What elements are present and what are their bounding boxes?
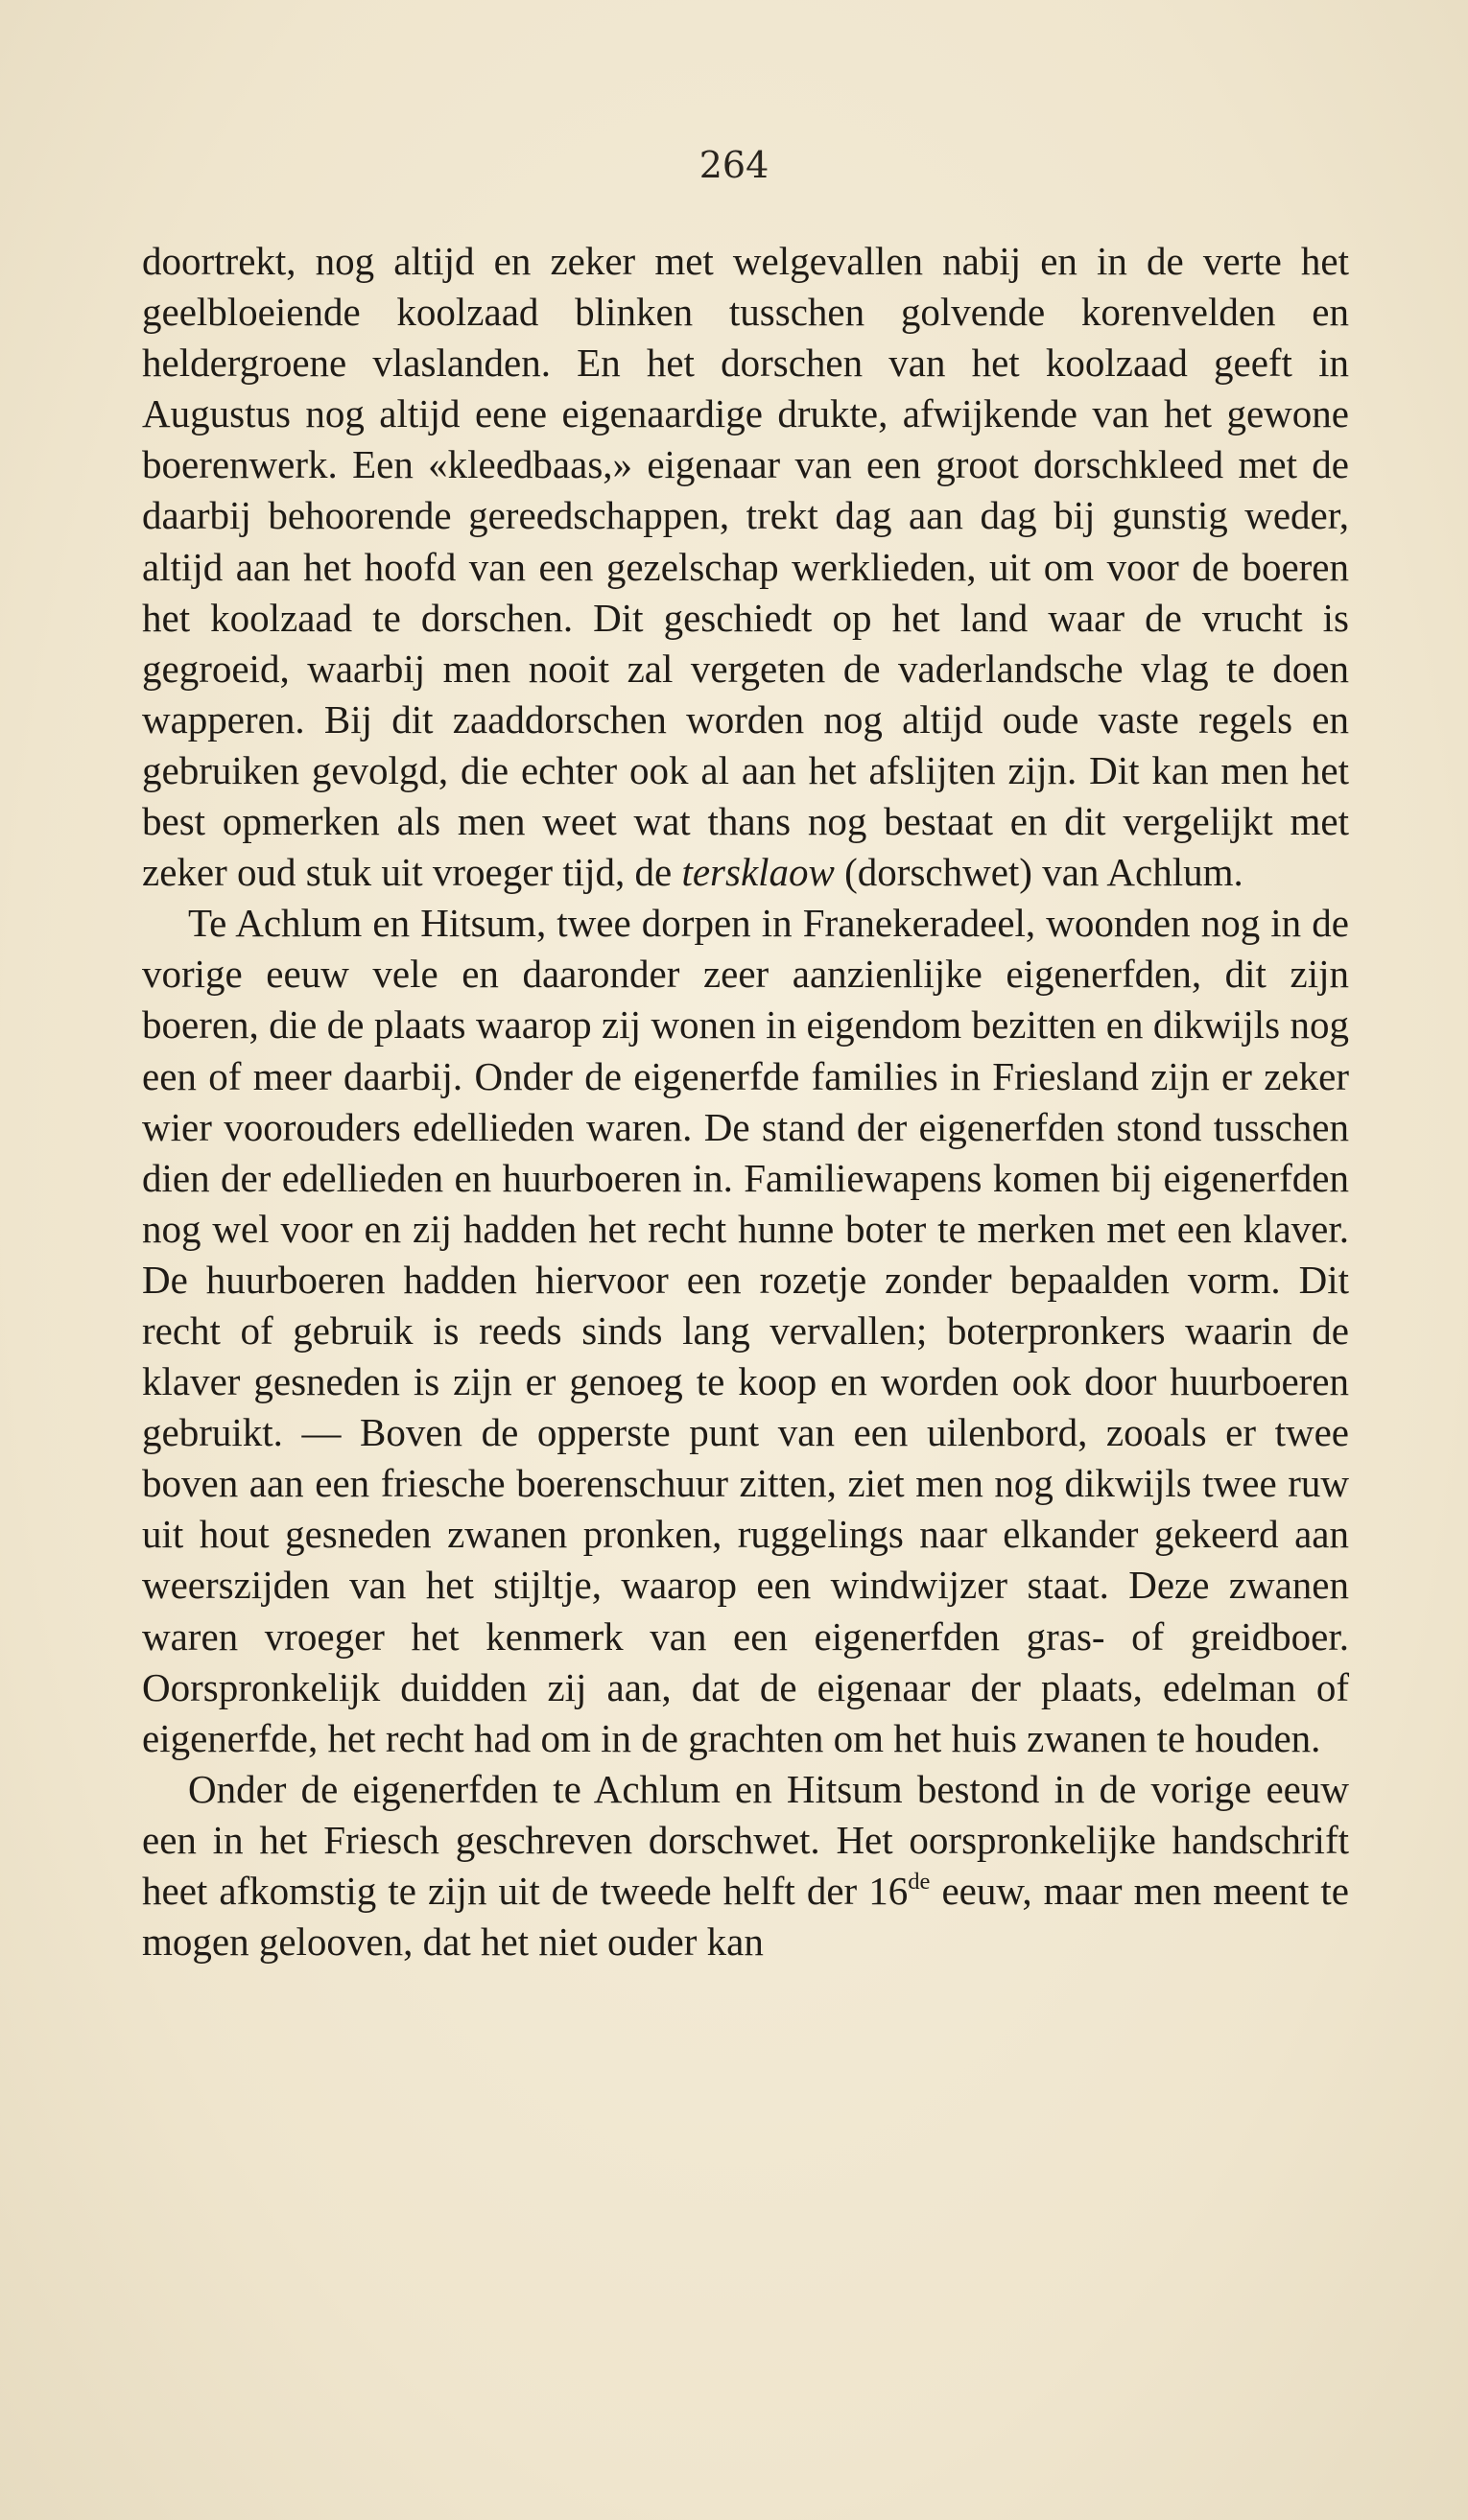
paragraph-2: Te Achlum en Hitsum, twee dorpen in Franekeradeel, woonden nog in de vorige eeuw vele en daaronder zeer aanzienlijke eigenerfden, dit zijn boeren, die de plaats waarop zij wonen in eigendom bezitten en dikwijls nog een of meer daarbij. Onder de eigenerfde families in Friesland zijn er zeker wier voorouders edellieden waren. De stand der eigenerfden stond tusschen dien der edellieden en huurboeren in. Familiewapens komen bij eigenerfden nog wel voor en zij hadden het recht hunne boter te merken met een klaver. De huurboeren hadden hiervoor een rozetje zonder bepaalden vorm. Dit recht of gebruik is reeds sinds lang vervallen; boterpronkers waarin de klaver gesneden is zijn er genoeg te koop en worden ook door huurboeren gebruikt. — Boven de opperste punt van een uilenbord, zooals er twee boven aan een friesche boerenschuur zitten, ziet men nog dikwijls twee ruw uit hout gesneden zwanen pronken, ruggelings naar elkander gekeerd aan weerszijden van het stijltje, waarop een windwijzer staat. Deze zwanen waren vroeger het kenmerk van een eigenerfden gras- of greidboer. Oorspronkelijk duidden zij aan, dat de eigenaar der plaats, edelman of eigenerfde, het recht had om in de grachten om het huis zwanen te houden.	[142, 901, 1349, 1760]
paragraph-1	[142, 236, 1349, 898]
paragraph-3-tail: eeuw, maar men meent te mogen gelooven, dat het niet ouder kan	[142, 1869, 1349, 1965]
body-text	[142, 236, 1349, 1967]
ordinal-superscript: de	[908, 1869, 931, 1896]
paragraph-1-tail: (dorschwet) van Achlum.	[834, 850, 1243, 895]
paragraph-3-text: Onder de eigenerfden te Achlum en Hitsum bestond in de vorige eeuw een in het Friesch geschreven dorschwet. Het oorspronkelijke handschrift heet afkomstig te zijn uit de tweede helft der 16	[142, 1766, 1349, 1913]
page-number: 264	[698, 144, 770, 186]
paragraph-1-text: doortrekt, nog altijd en zeker met welgevallen nabij en in de verte het geelbloeiende koolzaad blinken tusschen golvende korenvelden en heldergroene vlaslanden. En het dorschen van het koolzaad geeft in Augustus nog altijd eene eigenaardige drukte, afwijkende van het gewone boerenwerk. Een «kleedbaas,» eigenaar van een groot dorschkleed met de daarbij behoorende gereedschappen, trekt dag aan dag bij gunstig weder, altijd aan het hoofd van een gezelschap werklieden, uit om voor de boeren het koolzaad te dorschen. Dit geschiedt op het land waar de vrucht is gegroeid, waarbij men nooit zal vergeten de vaderlandsche vlag te doen wapperen. Bij dit zaaddorschen worden nog altijd oude vaste regels en gebruiken gevolgd, die echter ook al aan het afslijten zijn. Dit kan men het best opmerken als men weet wat thans nog bestaat en dit vergelijkt met zeker oud stuk uit vroeger tijd, de	[142, 239, 1349, 895]
paragraph-3	[142, 1764, 1349, 1967]
italic-term: tersklaow	[681, 850, 835, 895]
